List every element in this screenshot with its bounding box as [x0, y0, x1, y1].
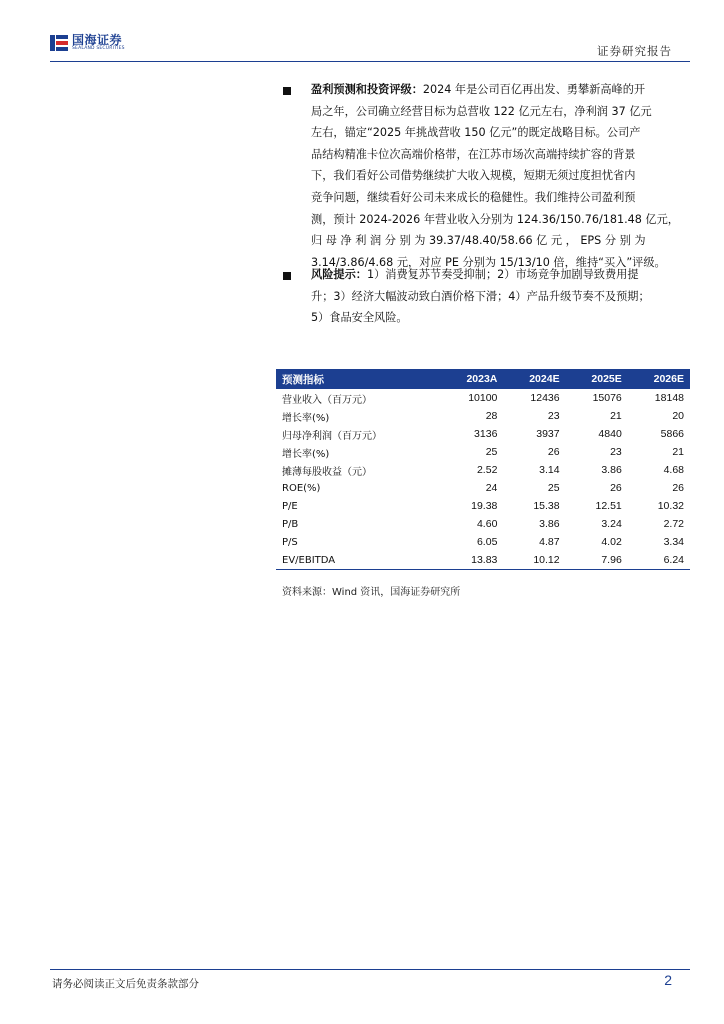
- table-cell: 3.34: [663, 536, 684, 548]
- company-logo: [50, 34, 125, 52]
- table-cell: P/B: [282, 518, 299, 530]
- footer-divider: [50, 969, 690, 970]
- table-cell: 10100: [468, 392, 498, 404]
- paragraph-line: 左右，锚定“2025 年挑战营收 150 亿元”的既定战略目标。公司产: [311, 126, 641, 140]
- table-header-cell: 2025E: [566, 369, 628, 389]
- table-header-row: [276, 369, 690, 389]
- table-cell: P/E: [282, 500, 298, 512]
- table-cell: 10.32: [657, 500, 684, 512]
- table-header-cell: 预测指标: [276, 369, 440, 389]
- table-cell: 3.24: [601, 518, 622, 530]
- table-cell: 12.51: [595, 500, 622, 512]
- paragraph-line: 1）消费复苏节奏受抑制；2）市场竞争加剧导致费用提: [366, 268, 639, 281]
- table-cell: 3937: [536, 428, 560, 440]
- table-cell: 24: [485, 482, 498, 494]
- table-cell: 15076: [592, 392, 622, 404]
- table-cell: 18148: [654, 392, 684, 404]
- table-row: [276, 389, 690, 407]
- table-cell: 21: [672, 446, 684, 458]
- logo-en-text: SEALAND SECURITIES: [72, 46, 125, 51]
- table-cell: 15.38: [533, 500, 560, 512]
- table-cell: 3136: [474, 428, 498, 440]
- table-cell: 归母净利润（百万元）: [282, 430, 382, 442]
- table-cell: 4.68: [663, 464, 684, 476]
- table-cell: 20: [672, 410, 684, 422]
- footer-disclaimer: 请务必阅读正文后免责条款部分: [52, 978, 199, 990]
- table-cell: 26: [672, 482, 684, 494]
- investment-rating-paragraph: [285, 79, 689, 273]
- table-cell: 5866: [660, 428, 684, 440]
- table-cell: 4.87: [539, 536, 560, 548]
- paragraph-line: 升；3）经济大幅波动致白酒价格下滑；4）产品升级节奏不及预期；: [311, 289, 650, 303]
- table-cell: 28: [485, 410, 498, 422]
- paragraph-line: 3.14/3.86/4.68 元，对应 PE 分别为 15/13/10 倍，维持“买入”评级。: [311, 255, 666, 269]
- report-type-label: 证券研究报告: [597, 44, 672, 58]
- table-cell: 2.52: [476, 464, 498, 476]
- logo-cn-text: 国海证券: [72, 33, 123, 47]
- header-divider: [50, 61, 690, 62]
- paragraph-line: 局之年，公司确立经营目标为总营收 122 亿元左右，净利润 37 亿元: [311, 104, 652, 118]
- table-row: [276, 497, 690, 515]
- table-cell: 25: [485, 446, 498, 458]
- table-cell: 2.72: [663, 518, 684, 530]
- paragraph-line: 归 母 净 利 润 分 别 为 39.37/48.40/58.66 亿 元 ， EPS 分 别 为: [311, 234, 646, 248]
- table-cell: P/S: [282, 536, 298, 548]
- table-row: [276, 533, 690, 551]
- table-cell: ROE(%): [282, 482, 321, 494]
- forecast-table: [276, 369, 690, 570]
- table-cell: 增长率(%): [282, 412, 330, 424]
- paragraph-line: 下，我们看好公司借势继续扩大收入规模，短期无须过度担忧省内: [311, 169, 636, 183]
- section-lead: 盈利预测和投资评级：: [311, 83, 423, 96]
- risk-warning-paragraph: [285, 264, 689, 329]
- table-row: [276, 551, 690, 570]
- table-cell: 营业收入（百万元）: [282, 394, 372, 406]
- table-cell: 4840: [598, 428, 622, 440]
- table-cell: 12436: [530, 392, 560, 404]
- section-lead: 风险提示：: [311, 268, 367, 281]
- table-header-cell: 2024E: [503, 369, 565, 389]
- table-header-cell: 2023A: [440, 369, 503, 389]
- paragraph-line: 2024 年是公司百亿再出发、勇攀新高峰的开: [422, 83, 646, 96]
- table-row: [276, 515, 690, 533]
- table-cell: 13.83: [440, 551, 503, 570]
- paragraph-line: 5）食品安全风险。: [311, 311, 408, 325]
- table-row: [276, 461, 690, 479]
- table-cell: 6.24: [628, 551, 690, 570]
- table-cell: 25: [547, 482, 560, 494]
- table-row: [276, 407, 690, 425]
- table-cell: 23: [610, 446, 622, 458]
- table-cell: 6.05: [476, 536, 498, 548]
- table-cell: 3.14: [539, 464, 560, 476]
- paragraph-line: 品结构精准卡位次高端价格带，在江苏市场次高端持续扩容的背景: [311, 147, 636, 161]
- table-cell: 26: [610, 482, 622, 494]
- table-cell: 26: [547, 446, 560, 458]
- table-cell: 7.96: [566, 551, 628, 570]
- table-cell: 23: [547, 410, 560, 422]
- table-source-note: 资料来源：Wind 资讯，国海证券研究所: [282, 587, 461, 598]
- table-cell: 3.86: [539, 518, 560, 530]
- table-cell: EV/EBITDA: [276, 551, 440, 570]
- table-cell: 21: [610, 410, 622, 422]
- table-cell: 10.12: [503, 551, 565, 570]
- logo-mark-icon: [50, 35, 68, 51]
- table-row: [276, 425, 690, 443]
- table-cell: 4.60: [476, 518, 498, 530]
- page-number: 2: [664, 972, 672, 988]
- table-cell: 摊薄每股收益（元）: [282, 466, 372, 478]
- paragraph-line: 竞争问题，继续看好公司未来成长的稳健性。我们维持公司盈利预: [311, 190, 636, 204]
- table-row: [276, 479, 690, 497]
- paragraph-line: 测，预计 2024-2026 年营业收入分别为 124.36/150.76/181.48 亿元，: [311, 212, 679, 226]
- table-cell: 4.02: [601, 536, 622, 548]
- page-header: [0, 0, 724, 62]
- table-cell: 增长率(%): [282, 448, 330, 460]
- table-header-cell: 2026E: [628, 369, 690, 389]
- table-cell: 3.86: [601, 464, 622, 476]
- table-cell: 19.38: [471, 500, 498, 512]
- table-row: [276, 443, 690, 461]
